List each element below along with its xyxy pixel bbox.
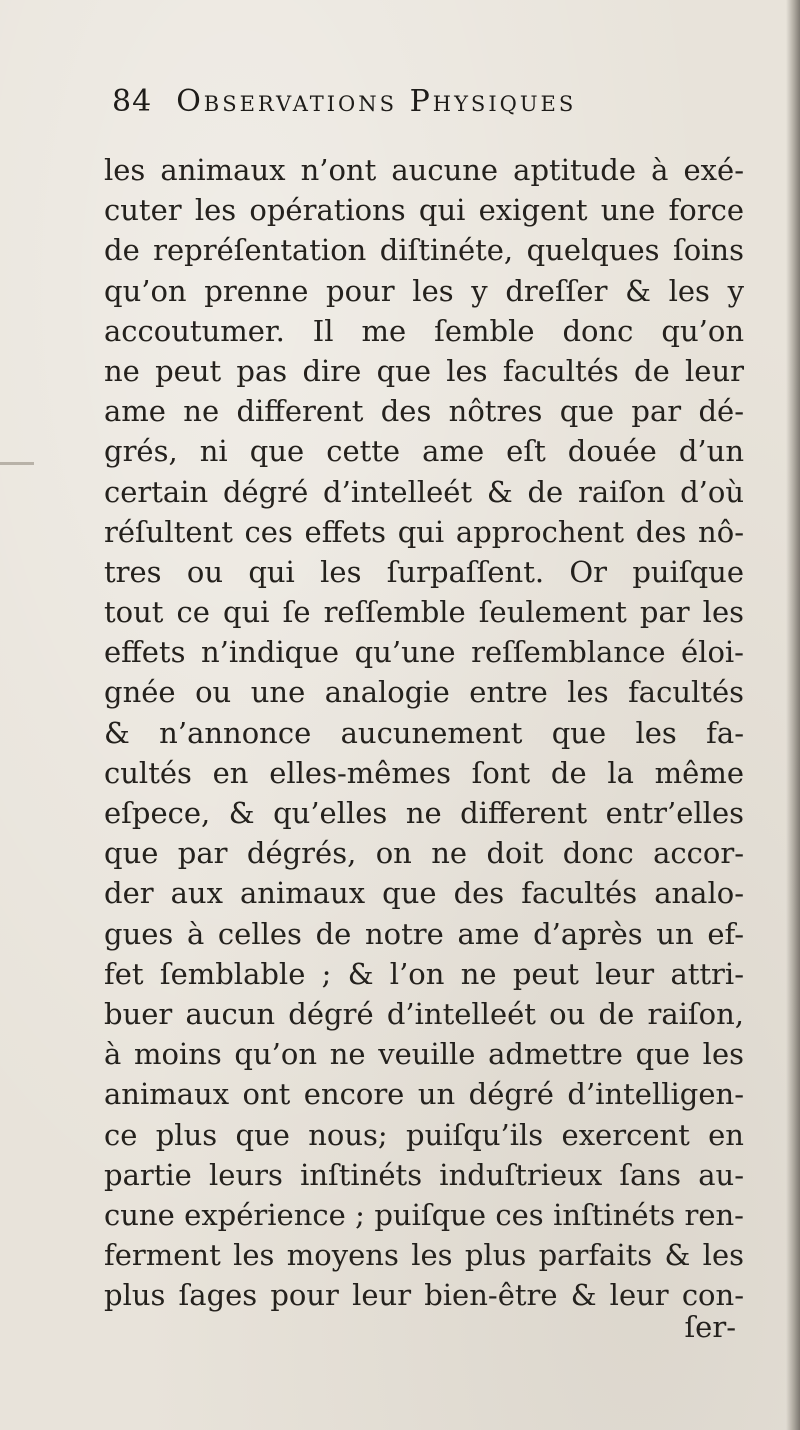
text-line: & n’annonce aucunement que les fa- [104, 715, 744, 750]
text-line: cuter les opérations qui exigent une force [104, 193, 744, 228]
text-line: tout ce qui ſe reſſemble ſeulement par les [104, 595, 744, 630]
text-line: animaux ont encore un dégré d’intelligen- [104, 1077, 744, 1112]
catchword: ſer- [684, 1310, 736, 1344]
text-line: gnée ou une analogie entre les facultés [104, 675, 744, 710]
text-line: réſultent ces effets qui approchent des nô- [104, 514, 744, 549]
text-line: tres ou qui les ſurpaſſent. Or puiſque [104, 554, 744, 589]
page-header [112, 84, 742, 124]
text-line: grés, ni que cette ame eſt douée d’un [104, 434, 744, 469]
running-title: Observations Physiques [176, 84, 577, 119]
text-line: effets n’indique qu’une reſſemblance éloi- [104, 635, 744, 670]
text-line: que par dégrés, on ne doit donc accor- [104, 836, 744, 871]
text-line: de repréſentation diſtinéte, quelques ſoins [104, 233, 744, 268]
text-line: à moins qu’on ne veuille admettre que les [104, 1037, 744, 1072]
text-line: les animaux n’ont aucune aptitude à exé- [104, 153, 744, 187]
text-line: cultés en elles-mêmes ſont de la même [104, 755, 744, 790]
text-line: der aux animaux que des facultés analo- [104, 876, 744, 911]
text-line: ne peut pas dire que les facultés de leur [104, 353, 744, 388]
text-line: buer aucun dégré d’intelleét ou de raiſon, [104, 996, 744, 1031]
text-line: ame ne different des nôtres que par dé- [104, 394, 744, 429]
text-line: qu’on prenne pour les y dreſſer & les y [104, 273, 744, 308]
margin-mark [0, 462, 34, 465]
text-line: gues à celles de notre ame d’après un ef- [104, 916, 744, 951]
text-line: plus ſages pour leur bien-être & leur con- [104, 1278, 744, 1313]
text-line: certain dégré d’intelleét & de raiſon d’où [104, 474, 744, 509]
text-line: eſpece, & qu’elles ne different entr’elles [104, 796, 744, 830]
text-line: accoutumer. Il me ſemble donc qu’on [104, 313, 744, 348]
text-line: fet ſemblable ; & l’on ne peut leur attri- [104, 956, 744, 991]
page-edge-shadow [786, 0, 800, 1430]
page-number: 84 [112, 84, 153, 119]
text-line: cune expérience ; puiſque ces inſtinéts ren- [104, 1197, 744, 1232]
body-text [104, 150, 744, 1315]
text-line: ce plus que nous; puiſqu’ils exercent en [104, 1117, 744, 1152]
text-line: partie leurs inſtinéts induſtrieux ſans au- [104, 1157, 744, 1192]
text-line: ferment les moyens les plus parfaits & les [104, 1238, 744, 1273]
